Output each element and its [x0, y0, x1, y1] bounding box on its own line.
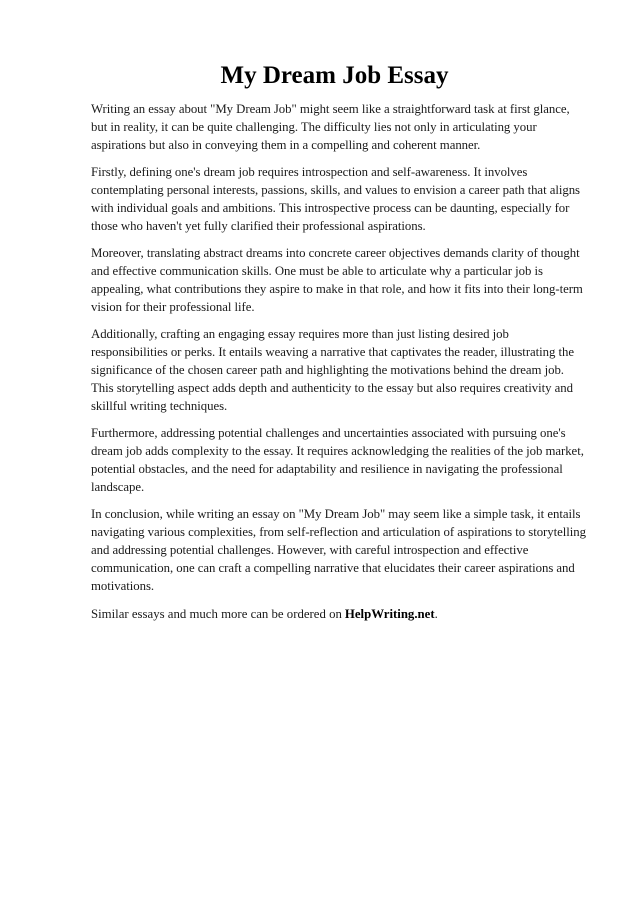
paragraph-line: potential obstacles, and the need for adaptability and resilience in navigating the professional [91, 462, 563, 476]
paragraph-line: with individual goals and ambitions. This introspective process can be daunting, especially for [91, 201, 570, 215]
paragraph-line: those who haven't yet fully clarified their professional aspirations. [91, 219, 426, 233]
paragraph [91, 424, 599, 496]
closing-text: Similar essays and much more can be ordered on [91, 607, 342, 621]
paragraph [91, 163, 599, 235]
paragraph-line: Additionally, crafting an engaging essay requires more than just listing desired job [91, 327, 509, 341]
paragraph-line: motivations. [91, 579, 155, 593]
paragraph-line: navigating various complexities, from self-reflection and articulation of aspirations to storytelling [91, 525, 586, 539]
paragraph [91, 100, 599, 154]
paragraph [91, 325, 599, 415]
paragraph-line: contemplating personal interests, passions, skills, and values to envision a career path that aligns [91, 183, 580, 197]
paragraph-line: aspirations but also in conveying them in a compelling and coherent manner. [91, 138, 481, 152]
paragraph-line: responsibilities or perks. It entails weaving a narrative that captivates the reader, illustrating the [91, 345, 574, 359]
paragraph-line: landscape. [91, 480, 145, 494]
paragraph-line: significance of the chosen career path and highlighting the motivations behind the dream job. [91, 363, 564, 377]
document-title: My Dream Job Essay [220, 62, 449, 89]
essay-body [91, 100, 599, 623]
paragraph-line: Writing an essay about "My Dream Job" might seem like a straightforward task at first glance, [91, 102, 570, 116]
paragraph-line: Firstly, defining one's dream job requires introspection and self-awareness. It involves [91, 165, 528, 179]
paragraph [91, 244, 599, 316]
paragraph-line: dream job adds complexity to the essay. It requires acknowledging the realities of the job market, [91, 444, 584, 458]
paragraph-line: This storytelling aspect adds depth and authenticity to the essay but also requires creativity and [91, 381, 573, 395]
paragraph-line: Moreover, translating abstract dreams into concrete career objectives demands clarity of thought [91, 246, 580, 260]
paragraph-line: and addressing potential challenges. However, with careful introspection and effective [91, 543, 529, 557]
closing-line [91, 605, 599, 623]
paragraph [91, 505, 599, 595]
paragraph-line: vision for their professional life. [91, 300, 255, 314]
paragraph-line: In conclusion, while writing an essay on "My Dream Job" may seem like a simple task, it entails [91, 507, 581, 521]
paragraph-line: and effective communication skills. One must be able to articulate why a particular job is [91, 264, 543, 278]
paragraph-line: communication, one can craft a compelling narrative that elucidates their career aspirations and [91, 561, 575, 575]
helpwriting-link[interactable]: HelpWriting.net [344, 607, 435, 621]
closing-suffix: . [434, 607, 438, 621]
paragraph-line: skillful writing techniques. [91, 399, 228, 413]
paragraph-line: appealing, what contributions they aspire to make in that role, and how it fits into their long-term [91, 282, 583, 296]
paragraph-line: Furthermore, addressing potential challenges and uncertainties associated with pursuing one's [91, 426, 566, 440]
paragraph-line: but in reality, it can be quite challenging. The difficulty lies not only in articulating your [91, 120, 537, 134]
